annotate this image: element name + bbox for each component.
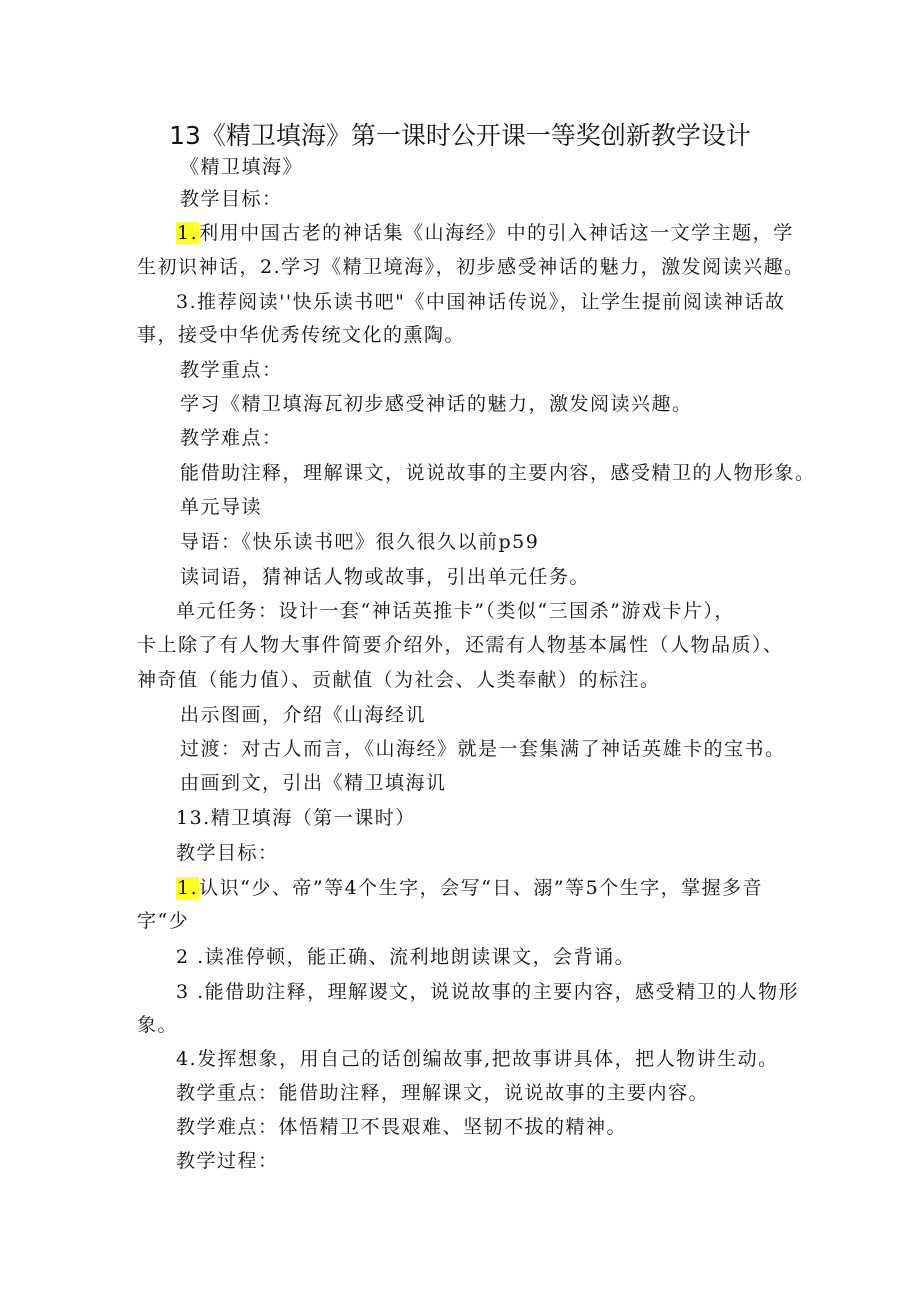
read-words-text: 读词语，猜神话人物或故事，引出单元任务。 — [180, 566, 591, 588]
show-picture-text: 出示图画，介绍《山海经讥 — [180, 704, 427, 726]
key-point-2: 教学重点：能借助注释，理解课文，说说故事的主要内容。 — [176, 1082, 710, 1104]
objective-1-line-1: 1.利用中国古老的神话集《山海经》中的引入神话这一文学主题，学 — [177, 222, 794, 244]
section-heading-unit-guide: 单元导读 — [180, 496, 263, 518]
objective-2-1-line-1: 1.认识“少、帝”等4个生字，会写“日、溺”等5个生字，掌握多音 — [177, 877, 764, 899]
section-heading-objectives: 教学目标： — [180, 188, 283, 210]
difficulty-2: 教学难点：体悟精卫不畏艰难、坚韧不拔的精神。 — [176, 1116, 628, 1138]
objective-2-3-line-1: 3 .能借助注释，理解谡文，说说故事的主要内容，感受精卫的人物形 — [176, 981, 800, 1003]
objective-1-line-2: 生初识神话，2.学习《精卫境海》，初步感受神话的魅力，激发阅读兴趣。 — [137, 256, 805, 278]
unit-task-line-3: 神奇值（能力值）、贡献值（为社会、人类奉献）的标注。 — [137, 669, 661, 691]
objective-2-1-line-2: 字“少 — [137, 910, 190, 932]
objective-3-line-2: 事，接受中华优秀传统文化的熏陶。 — [137, 324, 466, 346]
difficulty-text: 能借助注释，理解课文，说说故事的主要内容，感受精卫的人物形象。 — [180, 462, 816, 484]
objective-2-4: 4.发挥想象，用自己的话创编故事,把故事讲具体，把人物讲生动。 — [176, 1048, 779, 1070]
highlighted-number: 1. — [177, 222, 199, 244]
lesson-heading: 13.精卫填海（第一课时） — [176, 807, 416, 829]
objective-3-line-1: 3.推荐阅读''快乐读书吧"《中国神话传说》，让学生提前阅读神话故 — [176, 291, 786, 313]
intro-text: 导语：《快乐读书吧》很久很久以前p59 — [180, 531, 540, 553]
section-heading-objectives-2: 教学目标： — [176, 842, 279, 864]
highlighted-number-2: 1. — [177, 877, 199, 899]
lesson-name: 《精卫填海》 — [180, 156, 304, 178]
objective-2-2: 2 .读准停顿，能正确、流利地朗读课文，会背诵。 — [176, 946, 636, 968]
picture-to-text: 由画到文，引出《精卫填海讥 — [180, 772, 447, 794]
unit-task-line-1: 单元任务：设计一套“神话英推卡”（类似“三国杀”游戏卡片）， — [176, 600, 735, 622]
objective-2-3-line-2: 象。 — [137, 1014, 179, 1036]
transition-text: 过渡：对古人而言，《山海经》就是一套集满了神话英雄卡的宝书。 — [180, 738, 786, 760]
section-heading-difficulties: 教学难点： — [180, 427, 283, 449]
key-point-text: 学习《精卫填海瓦初步感受神话的魅力，激发阅读兴趣。 — [180, 393, 693, 415]
section-heading-process: 教学过程： — [176, 1150, 279, 1172]
section-heading-key-points: 教学重点： — [180, 359, 283, 381]
document-title: 13《精卫填海》第一课时公开课一等奖创新教学设计 — [169, 121, 751, 150]
unit-task-line-2: 卡上除了有人物大事件简要介绍外，还需有人物基本属性（人物品质）、 — [137, 634, 784, 656]
